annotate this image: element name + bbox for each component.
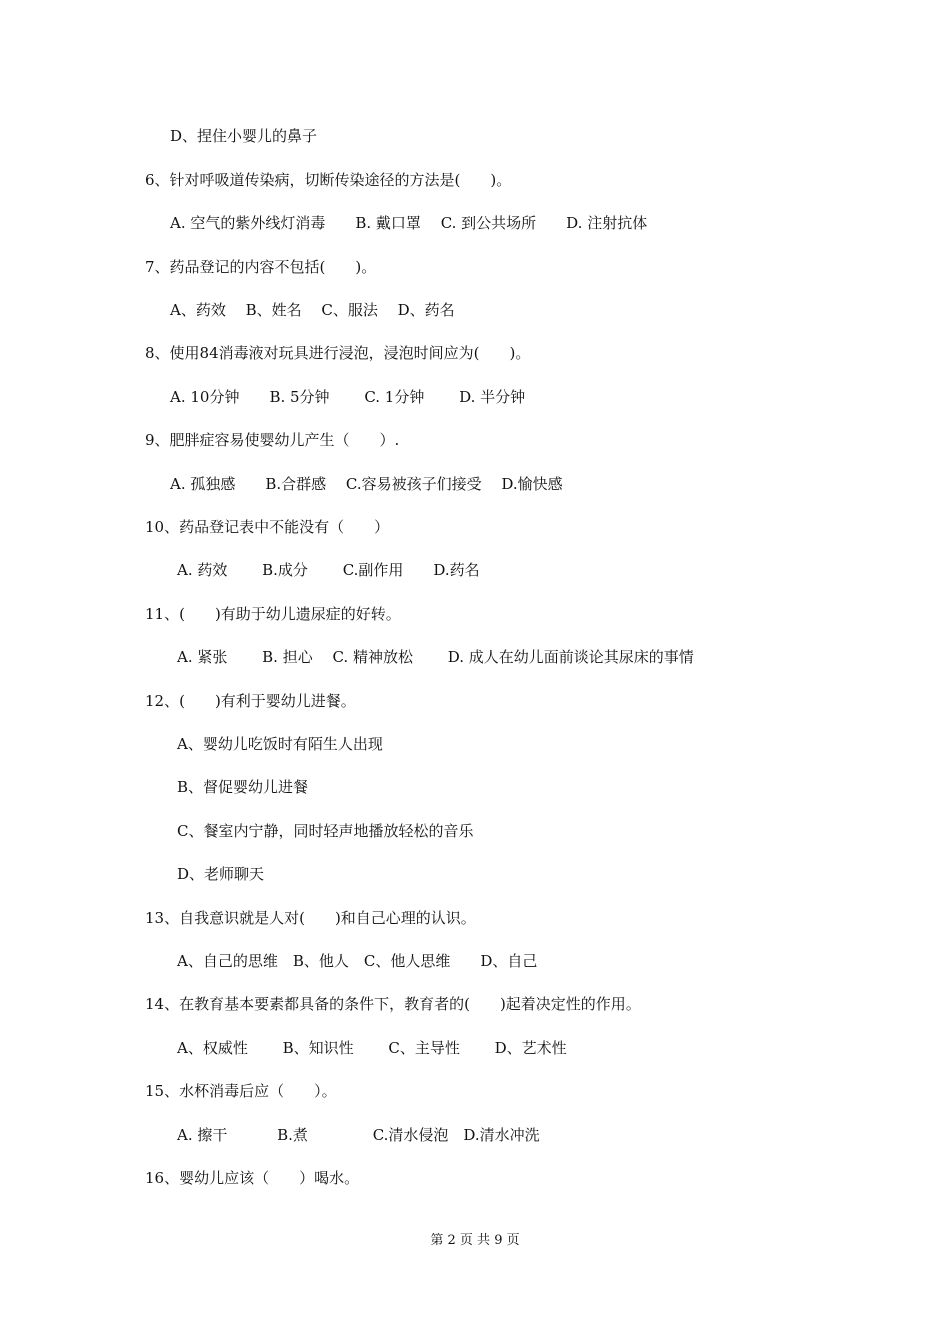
option-d-q5: D、捏住小婴儿的鼻子 xyxy=(170,127,318,145)
option-a-q12: A、婴幼儿吃饭时有陌生人出现 xyxy=(177,735,383,753)
page-number-footer: 第 2 页 共 9 页 xyxy=(430,1233,520,1248)
options-q9: A. 孤独感 B.合群感 C.容易被孩子们接受 D.愉快感 xyxy=(170,475,563,493)
question-15: 15、水杯消毒后应（ ）。 xyxy=(145,1082,337,1100)
option-b-q12: B、督促婴幼儿进餐 xyxy=(177,778,309,796)
question-7: 7、药品登记的内容不包括( )。 xyxy=(145,258,377,276)
question-10: 10、药品登记表中不能没有（ ） xyxy=(145,518,390,536)
options-q6: A. 空气的紫外线灯消毒 B. 戴口罩 C. 到公共场所 D. 注射抗体 xyxy=(170,214,648,232)
question-6: 6、针对呼吸道传染病，切断传染途径的方法是( )。 xyxy=(145,171,512,189)
question-13: 13、自我意识就是人对( )和自己心理的认识。 xyxy=(145,909,476,927)
question-12: 12、( )有利于婴幼儿进餐。 xyxy=(145,692,356,710)
question-14: 14、在教育基本要素都具备的条件下，教育者的( )起着决定性的作用。 xyxy=(145,995,641,1013)
question-16: 16、婴幼儿应该（ ）喝水。 xyxy=(145,1169,360,1187)
option-d-q12: D、老师聊天 xyxy=(177,865,265,883)
options-q8: A. 10分钟 B. 5分钟 C. 1分钟 D. 半分钟 xyxy=(170,388,526,406)
question-11: 11、( )有助于幼儿遗尿症的好转。 xyxy=(145,605,401,623)
options-q11: A. 紧张 B. 担心 C. 精神放松 D. 成人在幼儿面前谈论其尿床的事情 xyxy=(177,648,694,666)
options-q14: A、权威性 B、知识性 C、主导性 D、艺术性 xyxy=(177,1039,567,1057)
options-q7: A、药效 B、姓名 C、服法 D、药名 xyxy=(170,301,455,319)
question-8: 8、使用84消毒液对玩具进行浸泡，浸泡时间应为( )。 xyxy=(145,344,531,362)
options-q15: A. 擦干 B.煮 C.清水侵泡 D.清水冲洗 xyxy=(177,1126,540,1144)
question-9: 9、肥胖症容易使婴幼儿产生（ ）. xyxy=(145,431,400,449)
options-q13: A、自己的思维 B、他人 C、他人思维 D、自己 xyxy=(177,952,538,970)
options-q10: A. 药效 B.成分 C.副作用 D.药名 xyxy=(177,561,480,579)
option-c-q12: C、餐室内宁静，同时轻声地播放轻松的音乐 xyxy=(177,822,474,840)
